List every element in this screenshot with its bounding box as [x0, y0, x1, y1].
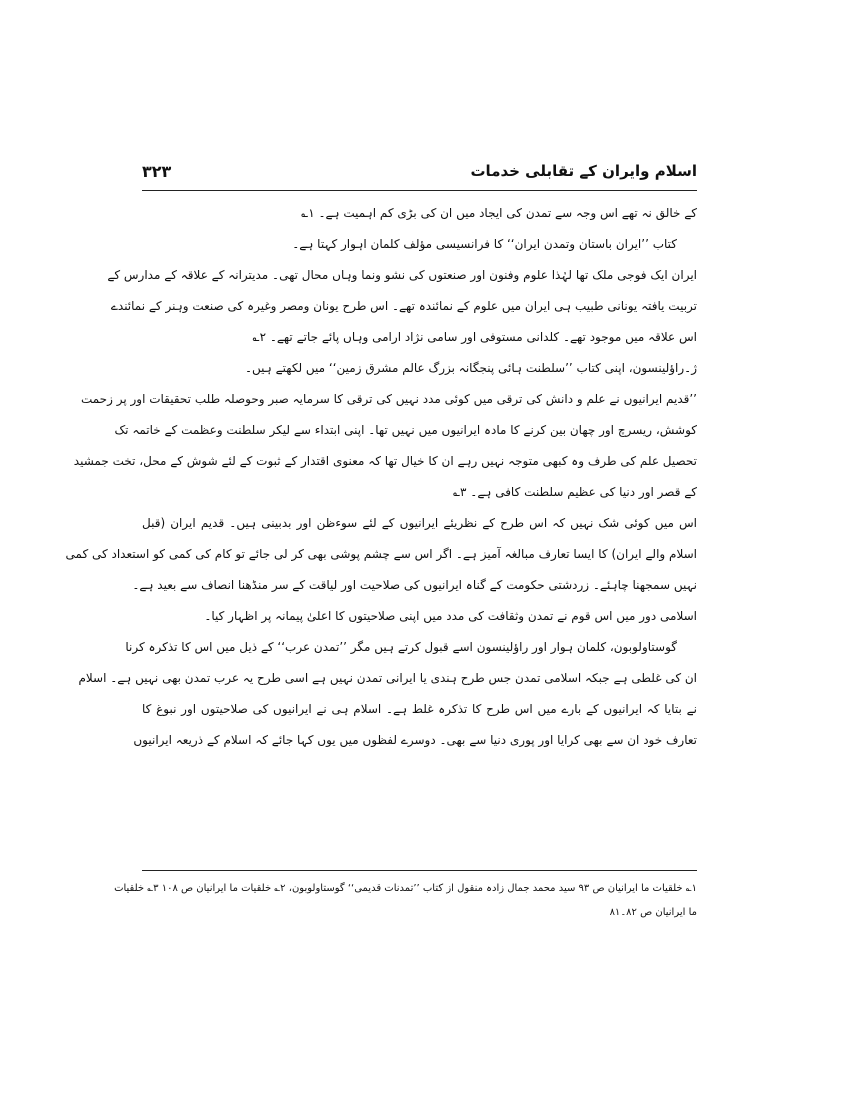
- text-line: کے خالق نہ تھے اس وجہ سے تمدن کی ایجاد میں ان کی بڑی کم اہمیت ہے۔ ۱؎: [301, 206, 697, 220]
- text-line: کتاب ’’ایران باستان وتمدن ایران‘‘ کا فرانسیسی مؤلف کلمان اہوار کہتا ہے۔: [292, 237, 677, 251]
- footnote-line: ۱؎ خلقیات ما ایرانیان ص ۹۳ سید محمد جمال زادہ منقول از کتاب ’’تمدنات قدیمی‘‘ گوستاولوبون، ۲؎ خلقیات ما ایرانیان ص ۱۰۸ ۳؎ خلقیات: [114, 883, 697, 894]
- text-line: تعارف خود ان سے بھی کرایا اور پوری دنیا سے بھی۔ دوسرے لفظوں میں یوں کہا جائے کہ اسلام کے ذریعہ ایرانیوں: [133, 733, 697, 747]
- text-line: نے بتایا کہ ایرانیوں کے بارے میں اس طرح کا تذکرہ غلط ہے۔ اسلام ہی نے ایرانیوں کی صلاحیتوں اور نبوغ کا: [142, 702, 697, 716]
- quote-line: کوشش، ریسرچ اور چھان بین کرنے کا مادہ ایرانیوں میں نہیں تھا۔ اپنی ابتداء سے لیکر سلطنت وعظمت کے خاتمہ تک: [114, 423, 697, 437]
- running-title: اسلام وایران کے تقابلی خدمات: [470, 162, 697, 180]
- header-divider: [142, 190, 697, 191]
- text-line: اس علاقہ میں موجود تھے۔ کلدانی مستوفی اور سامی نژاد ارامی وہاں پائے جاتے تھے۔ ۲؎: [252, 330, 697, 344]
- text-line: ان کی غلطی ہے جبکہ اسلامی تمدن جس طرح ہندی یا ایرانی تمدن نہیں ہے اسی طرح یہ عرب تمدن بھی نہیں ہے۔ اسلام: [78, 671, 697, 685]
- page-number: ۳۲۳: [142, 162, 172, 181]
- text-line: نہیں سمجھنا چاہئے۔ زردشتی حکومت کے گناہ ایرانیوں کی صلاحیت اور لیاقت کے سر منڈھنا انصاف سے بعید ہے۔: [132, 578, 697, 592]
- text-line: اس میں کوئی شک نہیں کہ اس طرح کے نظریئے ایرانیوں کے لئے سوءظن اور بدبینی ہیں۔ قدیم ایران (قبل: [142, 516, 697, 530]
- text-line: ایران ایک فوجی ملک تھا لہٰذا علوم وفنون اور صنعتوں کی نشو ونما وہاں محال تھی۔ مدیترانہ کے علاقہ کے مدارس کے: [107, 268, 697, 282]
- quote-line: ’’قدیم ایرانیوں نے علم و دانش کی ترقی میں کوئی مدد نہیں کی ترقی کا سرمایہ صبر وحوصلہ طلب تحقیقات اور پر زحمت: [80, 392, 697, 406]
- text-line: تربیت یافتہ یونانی طبیب ہی ایران میں علوم کے نمائندہ تھے۔ اس طرح یونان ومصر وغیرہ کی صنعت وہنر کے نمائندے: [110, 299, 697, 313]
- footnote-divider: [142, 870, 697, 871]
- footnotes: [114, 877, 697, 925]
- text-line: گوستاولوبون، کلمان ہوار اور راؤلینسون اسے قبول کرتے ہیں مگر ’’تمدن عرب‘‘ کے ذیل میں اس کا تذکرہ کرنا: [125, 640, 677, 654]
- running-header: [142, 160, 697, 190]
- text-line: ژ۔راؤلینسون، اپنی کتاب ’’سلطنت ہائی پنجگانہ بزرگ عالم مشرق زمین‘‘ میں لکھتے ہیں۔: [245, 361, 697, 375]
- quote-line: تحصیل علم کی طرف وہ کبھی متوجہ نہیں رہے ان کا خیال تھا کہ معنوی اقتدار کے ثبوت کے لئے شوش کے محل، تخت جمشید: [73, 454, 697, 468]
- body-text: [65, 198, 697, 756]
- quote-line: کے قصر اور دنیا کی عظیم سلطنت کافی ہے۔ ۳؎: [452, 485, 697, 499]
- text-line: اسلامی دور میں اس قوم نے تمدن وثقافت کی مدد میں اپنی صلاحیتوں کا اعلیٰ پیمانہ پر اظہار کیا۔: [204, 609, 697, 623]
- text-line: اسلام والے ایران) کا ایسا تعارف مبالغہ آمیز ہے۔ اگر اس سے چشم پوشی بھی کر لی جائے تو کام کی کمی کو استعداد کی کمی: [65, 547, 697, 561]
- footnote-line: ما ایرانیان ص ۸۲۔۸۱: [609, 907, 697, 918]
